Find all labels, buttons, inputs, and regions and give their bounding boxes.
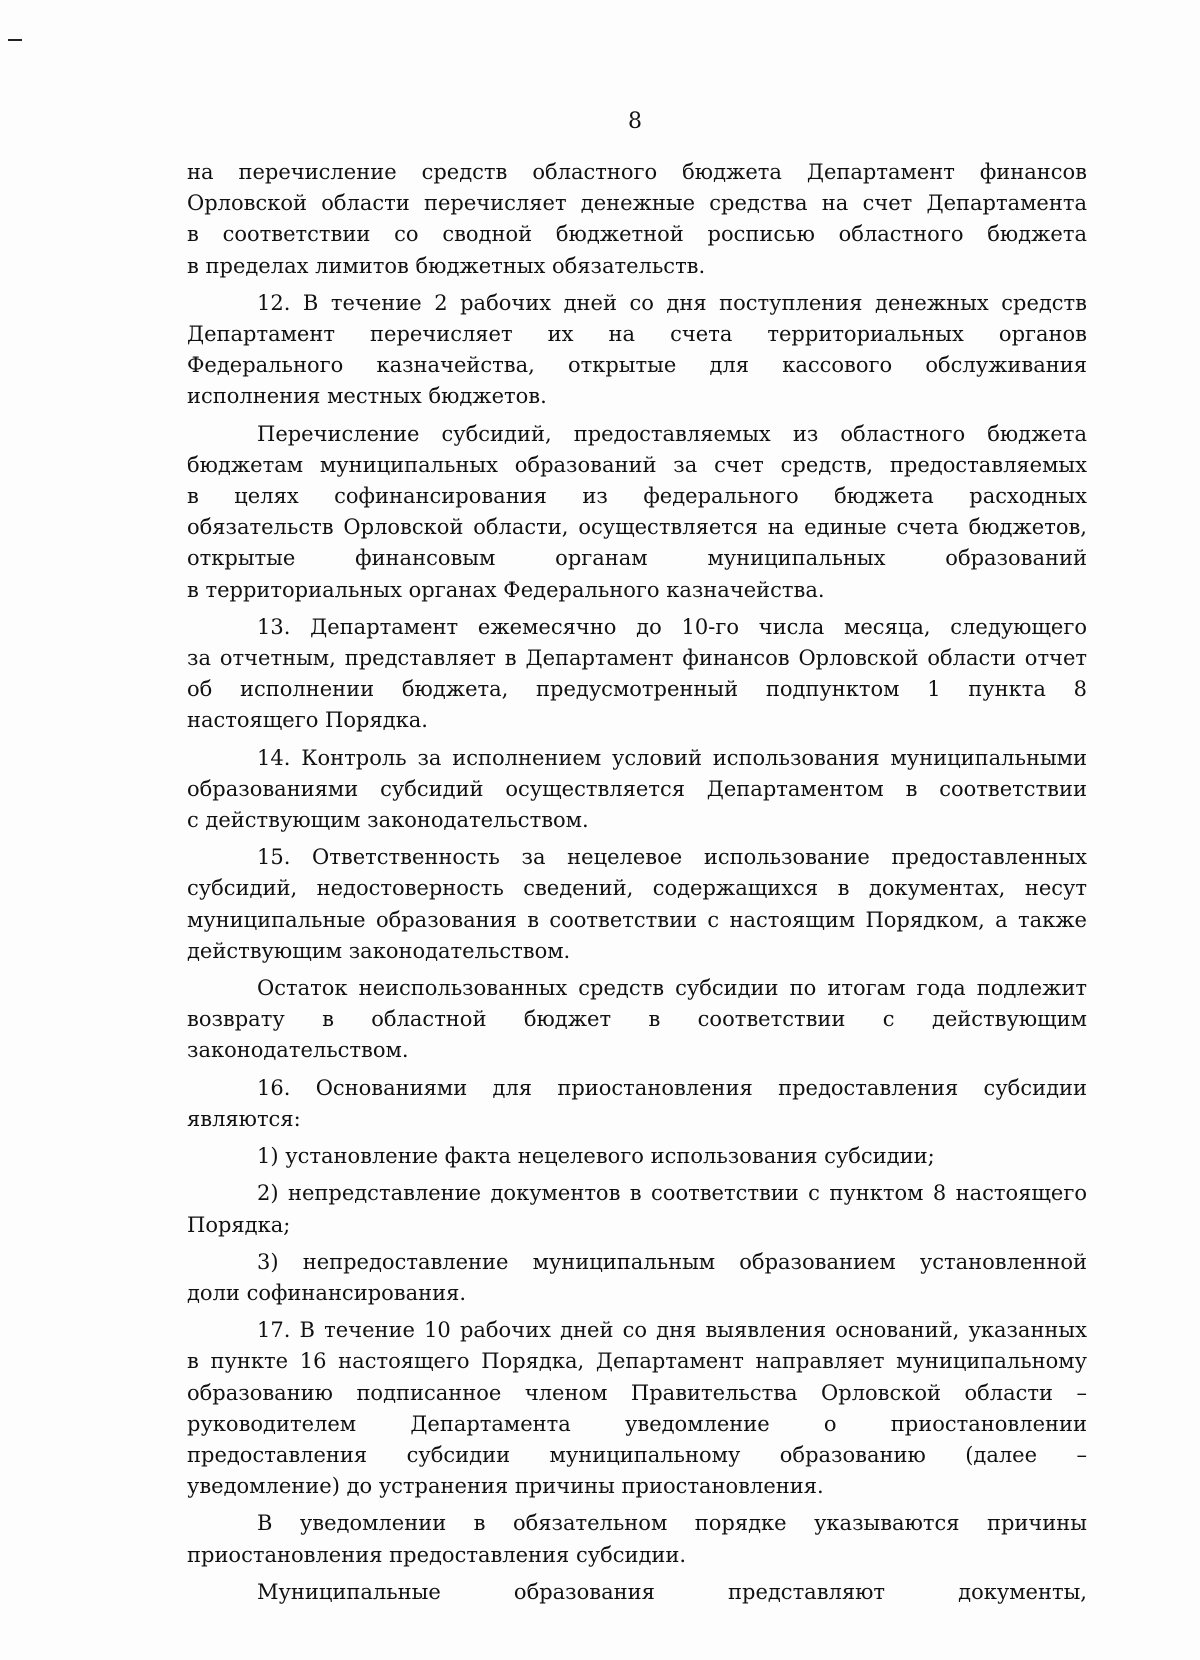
text-line: образованиями субсидий осуществляется Департаментом в соответствии	[187, 776, 1087, 801]
text-line: предоставления субсидии муниципальному образованию (далее –	[187, 1442, 1087, 1467]
paragraph-1	[187, 157, 1087, 282]
paragraph-13	[187, 612, 1087, 737]
text-line: уведомление) до устранения причины приостановления.	[187, 1474, 824, 1499]
text-line: 15. Ответственность за нецелевое использование предоставленных	[257, 845, 1087, 870]
paragraph-17	[187, 1315, 1087, 1502]
text-line: 16. Основаниями для приостановления предоставления субсидии	[257, 1075, 1087, 1100]
paragraph-documents	[187, 1577, 1087, 1608]
text-line: 2) непредставление документов в соответствии с пунктом 8 настоящего	[257, 1181, 1087, 1206]
text-line: приостановления предоставления субсидии.	[187, 1542, 687, 1567]
text-line: 13. Департамент ежемесячно до 10-го числа месяца, следующего	[257, 614, 1087, 639]
text-line: Департамент перечисляет их на счета территориальных органов	[187, 322, 1087, 347]
paragraph-remainder	[187, 973, 1087, 1067]
text-line: Муниципальные образования представляют документы,	[257, 1579, 1087, 1604]
text-line: законодательством.	[187, 1038, 409, 1063]
document-body	[187, 157, 1087, 1614]
text-line: в соответствии со сводной бюджетной росписью областного бюджета	[187, 222, 1087, 247]
paragraph-15	[187, 842, 1087, 967]
scan-artifact	[8, 39, 22, 41]
text-line: руководителем Департамента уведомление о приостановлении	[187, 1411, 1087, 1436]
text-line: Остаток неиспользованных средств субсидии по итогам года подлежит	[257, 976, 1087, 1001]
text-line: с действующим законодательством.	[187, 808, 589, 833]
text-line: в пункте 16 настоящего Порядка, Департамент направляет муниципальному	[187, 1349, 1087, 1374]
text-line: муниципальные образования в соответствии с настоящим Порядком, а также	[187, 907, 1087, 932]
text-line: возврату в областной бюджет в соответствии с действующим	[187, 1007, 1087, 1032]
text-line: доли софинансирования.	[187, 1280, 467, 1305]
text-line: действующим законодательством.	[187, 938, 571, 963]
paragraph-16	[187, 1073, 1087, 1135]
text-line: 1) установление факта нецелевого использования субсидии;	[257, 1144, 935, 1169]
text-line: Перечисление субсидий, предоставляемых из областного бюджета	[257, 421, 1087, 446]
text-line: субсидий, недостоверность сведений, содержащихся в документах, несут	[187, 876, 1087, 901]
text-line: настоящего Порядка.	[187, 708, 428, 733]
text-line: за отчетным, представляет в Департамент финансов Орловской области отчет	[187, 646, 1087, 671]
list-item-2	[187, 1178, 1087, 1240]
paragraph-notification	[187, 1508, 1087, 1570]
text-line: 14. Контроль за исполнением условий использования муниципальными	[257, 745, 1087, 770]
text-line: открытые финансовым органам муниципальных образований	[187, 546, 1087, 571]
text-line: Федерального казначейства, открытые для кассового обслуживания	[187, 353, 1087, 378]
paragraph-12	[187, 288, 1087, 413]
text-line: образованию подписанное членом Правительства Орловской области –	[187, 1380, 1087, 1405]
list-item-3	[187, 1247, 1087, 1309]
text-line: 17. В течение 10 рабочих дней со дня выявления оснований, указанных	[257, 1318, 1087, 1343]
text-line: Порядка;	[187, 1212, 291, 1237]
text-line: в пределах лимитов бюджетных обязательств.	[187, 253, 706, 278]
text-line: на перечисление средств областного бюджета Департамент финансов	[187, 160, 1087, 184]
text-line: Орловской области перечисляет денежные средства на счет Департамента	[187, 191, 1087, 216]
text-line: об исполнении бюджета, предусмотренный подпунктом 1 пункта 8	[187, 677, 1087, 702]
list-item-1	[187, 1141, 1087, 1172]
page-number: 8	[628, 109, 642, 134]
paragraph-transfer	[187, 419, 1087, 606]
text-line: в территориальных органах Федерального казначейства.	[187, 577, 825, 602]
text-line: обязательств Орловской области, осуществляется на единые счета бюджетов,	[187, 515, 1087, 540]
text-line: В уведомлении в обязательном порядке указываются причины	[257, 1511, 1087, 1536]
text-line: 3) непредоставление муниципальным образованием установленной	[257, 1249, 1087, 1274]
text-line: являются:	[187, 1106, 301, 1131]
text-line: исполнения местных бюджетов.	[187, 384, 547, 409]
paragraph-14	[187, 743, 1087, 837]
text-line: 12. В течение 2 рабочих дней со дня поступления денежных средств	[257, 290, 1087, 315]
text-line: бюджетам муниципальных образований за счет средств, предоставляемых	[187, 452, 1087, 477]
text-line: в целях софинансирования из федерального бюджета расходных	[187, 484, 1087, 509]
